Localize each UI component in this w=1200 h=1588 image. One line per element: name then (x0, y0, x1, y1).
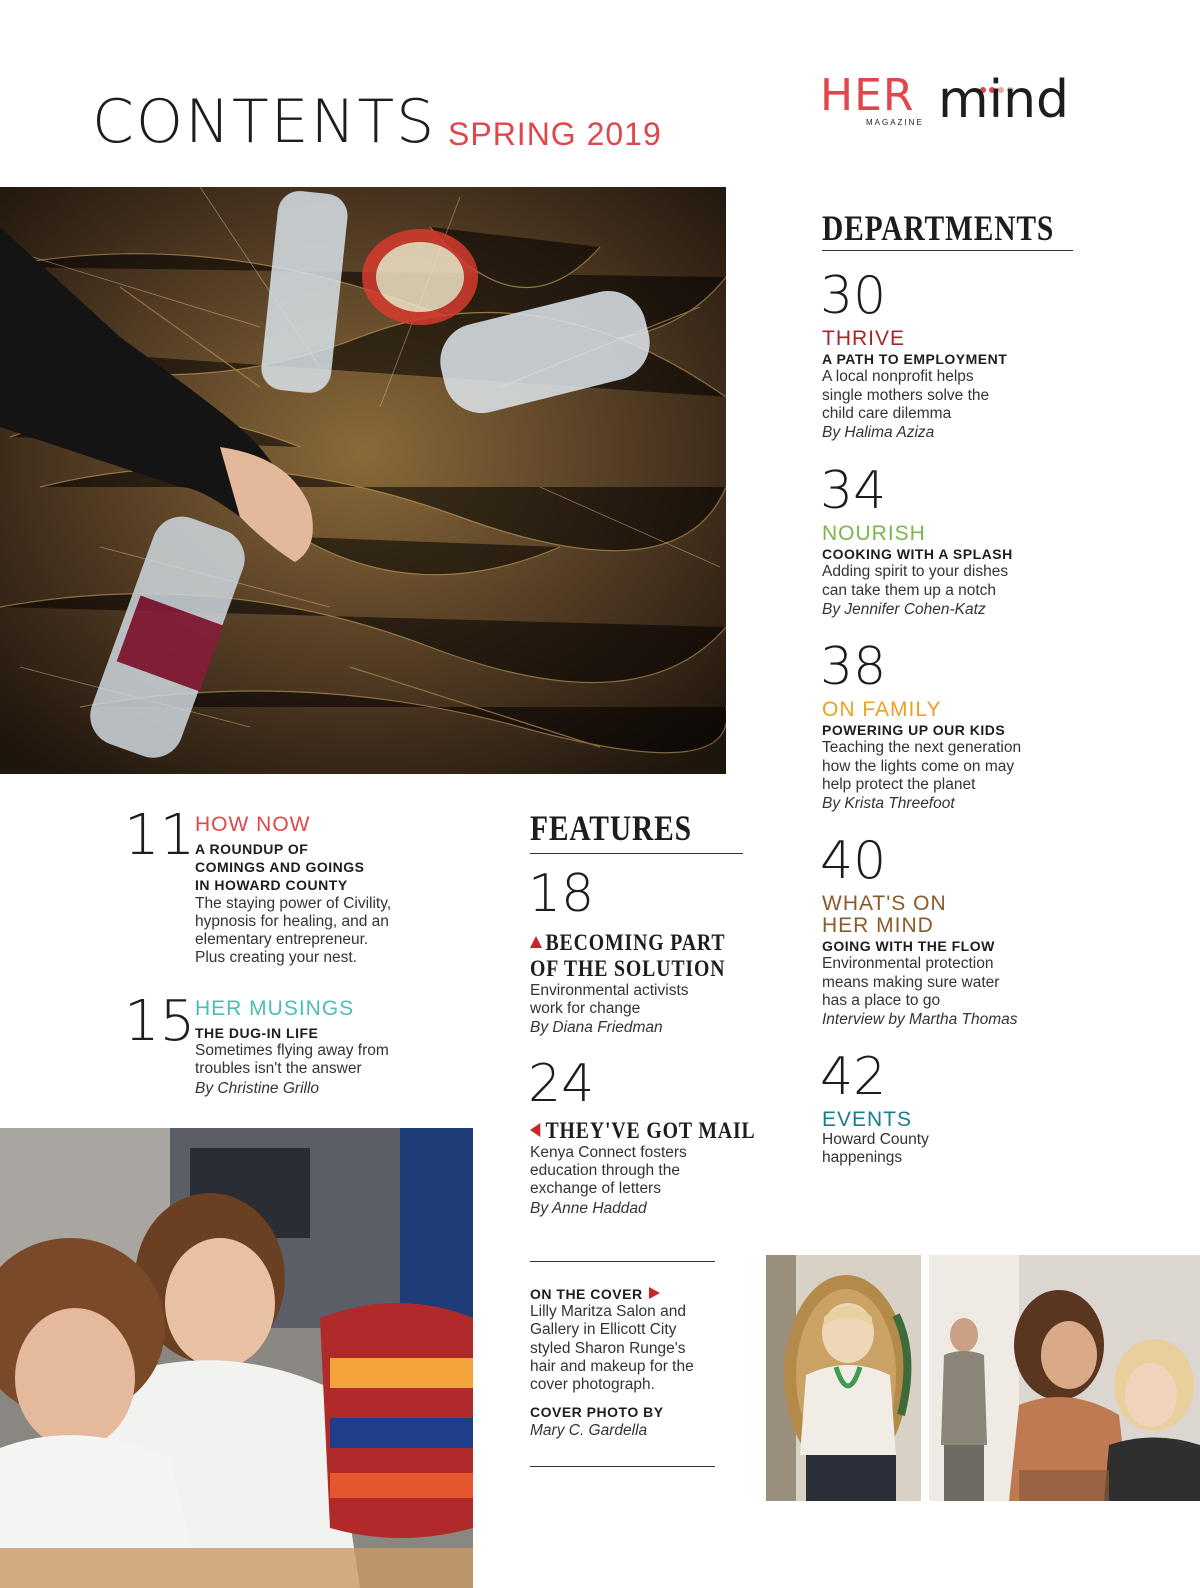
cover-rule-bottom (530, 1466, 715, 1467)
nourish-byline: By Jennifer Cohen-Katz (822, 600, 986, 618)
makeup-photo (929, 1255, 1200, 1501)
magazine-logo (820, 70, 1090, 136)
her-musings-byline: By Christine Grillo (195, 1079, 320, 1097)
triangle-left-icon (530, 1123, 540, 1137)
on-family-title: ON FAMILY (822, 698, 942, 721)
cover-block (530, 1285, 730, 1440)
how-now-desc-2: hypnosis for healing, and an (195, 912, 389, 930)
kids-photo (0, 1128, 473, 1588)
how-now-desc-4: Plus creating your nest. (195, 949, 357, 967)
feature-18-desc-2: work for change (530, 999, 641, 1017)
nourish-kicker: COOKING WITH A SPLASH (822, 546, 1013, 563)
on-family-page: 38 (820, 637, 887, 697)
whats-on-desc-1: Environmental protection (822, 955, 994, 973)
on-family-block (822, 699, 1082, 813)
logo-magazine-label: MAGAZINE (866, 118, 924, 127)
triangle-up-icon (530, 936, 542, 948)
feature-24-desc-2: education through the (530, 1162, 680, 1180)
whats-on-title-1: WHAT'S ON (822, 892, 947, 915)
nourish-desc-1: Adding spirit to your dishes (822, 563, 1009, 581)
page-title: CONTENTS (92, 87, 437, 157)
nourish-block (822, 523, 1082, 619)
nourish-desc-2: can take them up a notch (822, 581, 997, 599)
thrive-page: 30 (820, 266, 887, 326)
thrive-title: THRIVE (822, 327, 906, 350)
triangle-right-icon (649, 1287, 660, 1299)
feature-18-title-1: BECOMING PART (530, 930, 719, 956)
feature-24-desc-1: Kenya Connect fosters (530, 1143, 687, 1161)
on-family-desc-2: how the lights come on may (822, 757, 1015, 775)
thrive-kicker: A PATH TO EMPLOYMENT (822, 351, 1008, 368)
cover-heading: ON THE COVER (530, 1285, 730, 1303)
issue-label: SPRING 2019 (448, 116, 662, 152)
cover-desc-3: styled Sharon Runge's (530, 1339, 686, 1357)
thrive-byline: By Halima Aziza (822, 424, 935, 442)
cover-desc-4: hair and makeup for the (530, 1358, 694, 1376)
cover-rule-top (530, 1261, 715, 1262)
events-block (822, 1109, 1082, 1168)
events-page: 42 (820, 1047, 887, 1107)
feature-18-title-2: OF THE SOLUTION (530, 955, 726, 981)
feature-18-block (530, 930, 750, 1037)
feature-18-desc-1: Environmental activists (530, 981, 689, 999)
her-musings-page: 15 (124, 989, 196, 1054)
features-heading: FEATURES (530, 808, 692, 848)
whats-on-desc-3: has a place to go (822, 991, 941, 1009)
events-desc-1: Howard County (822, 1131, 929, 1149)
her-musings-block (195, 1024, 455, 1098)
nourish-title: NOURISH (822, 522, 926, 545)
departments-heading: DEPARTMENTS (822, 208, 1055, 248)
on-family-kicker: POWERING UP OUR KIDS (822, 722, 1006, 739)
cover-desc-5: cover photograph. (530, 1376, 655, 1394)
her-musings-desc-1: Sometimes flying away from (195, 1042, 389, 1060)
whats-on-desc-2: means making sure water (822, 973, 1000, 991)
thrive-block (822, 328, 1082, 442)
whats-on-kicker: GOING WITH THE FLOW (822, 938, 995, 955)
how-now-kicker-1: A ROUNDUP OF (195, 841, 309, 857)
feature-24-page: 24 (528, 1054, 595, 1114)
woman-chair-photo (766, 1255, 921, 1501)
logo-mind: mind (938, 70, 1070, 130)
on-family-desc-1: Teaching the next generation (822, 739, 1022, 757)
how-now-page: 11 (124, 803, 196, 868)
feature-18-page: 18 (528, 864, 595, 924)
how-now-title: HOW NOW (195, 813, 311, 836)
her-musings-title: HER MUSINGS (195, 997, 355, 1020)
nourish-page: 34 (820, 461, 887, 521)
bottles-photo (0, 187, 726, 774)
cover-desc-1: Lilly Maritza Salon and (530, 1303, 686, 1321)
logo-her: HER (820, 70, 915, 121)
cover-photo-heading: COVER PHOTO BY (530, 1403, 664, 1420)
how-now-kicker-2: COMINGS AND GOINGS (195, 859, 365, 876)
feature-24-block (530, 1118, 756, 1218)
how-now-desc-1: The staying power of Civility, (195, 894, 392, 912)
cover-desc-2: Gallery in Ellicott City (530, 1321, 677, 1339)
thrive-desc-2: single mothers solve the (822, 386, 990, 404)
events-title: EVENTS (822, 1108, 913, 1131)
whats-on-title-2: HER MIND (822, 914, 934, 938)
whats-on-byline: Interview by Martha Thomas (822, 1011, 1018, 1029)
feature-24-desc-3: exchange of letters (530, 1180, 661, 1198)
how-now-block (195, 840, 455, 968)
how-now-kicker-3: IN HOWARD COUNTY (195, 877, 348, 894)
feature-24-title: THEY'VE GOT MAIL (530, 1118, 719, 1144)
thrive-desc-1: A local nonprofit helps (822, 368, 974, 386)
her-musings-kicker: THE DUG-IN LIFE (195, 1025, 319, 1041)
departments-rule (822, 250, 1073, 251)
on-family-byline: By Krista Threefoot (822, 795, 955, 813)
whats-on-page: 40 (820, 831, 887, 891)
how-now-desc-3: elementary entrepreneur. (195, 931, 369, 949)
whats-on-block (822, 893, 1082, 1030)
her-musings-desc-2: troubles isn't the answer (195, 1060, 362, 1078)
on-family-desc-3: help protect the planet (822, 775, 976, 793)
thrive-desc-3: child care dilemma (822, 404, 952, 422)
events-desc-2: happenings (822, 1149, 903, 1167)
feature-18-byline: By Diana Friedman (530, 1019, 663, 1037)
features-rule (530, 853, 743, 854)
cover-photographer: Mary C. Gardella (530, 1421, 648, 1439)
feature-24-byline: By Anne Haddad (530, 1199, 647, 1217)
